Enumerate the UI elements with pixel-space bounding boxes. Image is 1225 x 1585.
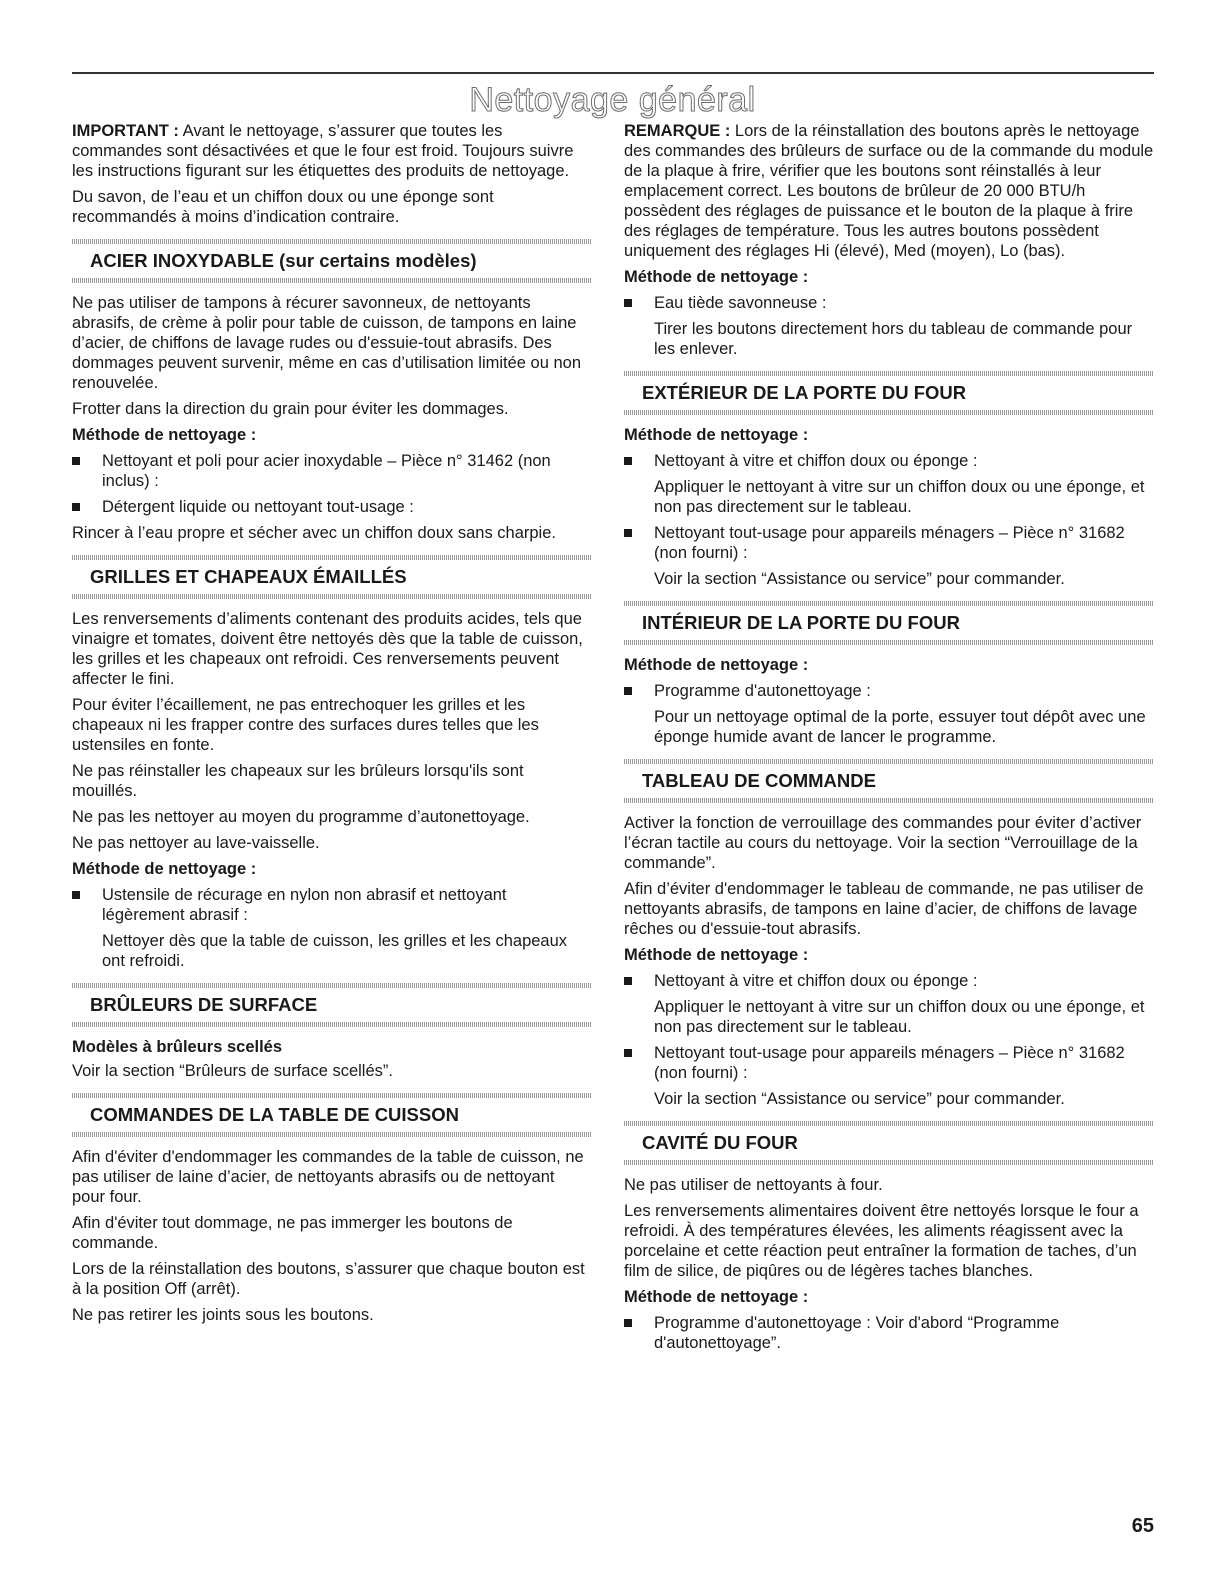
bullet-item [624, 1043, 1154, 1083]
bullet-text: Nettoyant à vitre et chiffon doux ou éponge : [654, 972, 978, 990]
bullet-item [624, 293, 1154, 313]
paragraph: Ne pas nettoyer au lave-vaisselle. [72, 834, 320, 852]
bullet-item [72, 885, 592, 925]
method-heading: Méthode de nettoyage : [624, 1288, 809, 1306]
important-text: Avant le nettoyage, s’assurer que toutes les commandes sont désactivées et que le four est froid. Toujours suivre les instructions figurant sur les étiquettes des produits de nettoyage. [72, 122, 574, 180]
section-rule [72, 1022, 592, 1027]
section-rule [72, 1093, 592, 1098]
bullet-square-icon [624, 457, 632, 465]
paragraph: Frotter dans la direction du grain pour éviter les dommages. [72, 400, 509, 418]
bullet-text: Programme d'autonettoyage : [654, 682, 871, 700]
paragraph: Afin d'éviter d'endommager les commandes de la table de cuisson, ne pas utiliser de laine d’acier, de nettoyants abrasifs ou de nettoyant pour four. [72, 1148, 584, 1206]
paragraph: Afin d’éviter d'endommager le tableau de commande, ne pas utiliser de nettoyants abrasifs, de tampons en laine d’acier, de chiffons de lavage rêches ou d'essuie-tout abrasifs. [624, 880, 1144, 938]
section-rule [72, 278, 592, 283]
bullet-text: Nettoyant tout-usage pour appareils ménagers – Pièce n° 31682 (non fourni) : [654, 524, 1125, 562]
bullet-text: Programme d'autonettoyage : Voir d'abord “Programme d'autonettoyage”. [654, 1314, 1060, 1352]
paragraph: Activer la fonction de verrouillage des commandes pour éviter d’activer l’écran tactile au cours du nettoyage. Voir la section “Verrouillage de la commande”. [624, 814, 1142, 872]
section-heading: BRÛLEURS DE SURFACE [90, 994, 318, 1015]
method-heading: Méthode de nettoyage : [624, 268, 809, 286]
bullet-square-icon [624, 1319, 632, 1327]
section-acier [72, 239, 592, 283]
important-note [72, 121, 592, 181]
section-rule [72, 555, 592, 560]
method-heading: Méthode de nettoyage : [624, 946, 809, 964]
bullet-text: Nettoyant à vitre et chiffon doux ou éponge : [654, 452, 978, 470]
method-heading: Méthode de nettoyage : [624, 426, 809, 444]
section-rule [72, 239, 592, 244]
section-heading: CAVITÉ DU FOUR [642, 1132, 798, 1153]
paragraph: Les renversements alimentaires doivent être nettoyés lorsque le four a refroidi. À des températures élevées, les aliments réagissent avec la porcelaine et cette réaction peut entraîner la formation de taches, d’un film de silice, de piqûres ou de légères taches blanches. [624, 1202, 1139, 1280]
bullet-item [72, 451, 592, 491]
paragraph: Ne pas utiliser de tampons à récurer savonneux, de nettoyants abrasifs, de crème à polir pour table de cuisson, de tampons en laine d’acier, de chiffons de lavage rudes ou d'essuie-tout abrasifs. Des dommages peuvent survenir, même en cas d’utilisation limitée ou non renouvelée. [72, 294, 582, 392]
bullet-detail: Pour un nettoyage optimal de la porte, essuyer tout dépôt avec une éponge humide avant de lancer le programme. [654, 708, 1146, 746]
bullet-text: Eau tiède savonneuse : [654, 294, 827, 312]
bullet-square-icon [624, 687, 632, 695]
remarque-label: REMARQUE : [624, 122, 731, 140]
paragraph: Ne pas réinstaller les chapeaux sur les brûleurs lorsqu'ils sont mouillés. [72, 762, 524, 800]
bullet-detail: Appliquer le nettoyant à vitre sur un chiffon doux ou une éponge, et non pas directement sur le tableau. [654, 998, 1145, 1036]
bullet-item [624, 1313, 1154, 1353]
paragraph: Afin d'éviter tout dommage, ne pas immerger les boutons de commande. [72, 1214, 513, 1252]
page-number: 65 [1131, 1515, 1154, 1537]
section-rule [624, 759, 1154, 764]
paragraph: Ne pas retirer les joints sous les boutons. [72, 1306, 374, 1324]
bullet-square-icon [72, 891, 80, 899]
section-rule [624, 371, 1154, 376]
section-rule [624, 410, 1154, 415]
bullet-square-icon [72, 457, 80, 465]
section-heading: INTÉRIEUR DE LA PORTE DU FOUR [642, 612, 960, 633]
bullet-item [624, 523, 1154, 563]
remarque-note [624, 121, 1154, 261]
section-heading: TABLEAU DE COMMANDE [642, 770, 876, 791]
bullet-text: Nettoyant et poli pour acier inoxydable – Pièce n° 31462 (non inclus) : [102, 452, 551, 490]
section-rule [72, 1132, 592, 1137]
bullet-item [624, 451, 1154, 471]
bullet-text: Détergent liquide ou nettoyant tout-usage : [102, 498, 414, 516]
bullet-square-icon [624, 529, 632, 537]
remarque-text: Lors de la réinstallation des boutons après le nettoyage des commandes des brûleurs de surface ou de la commande du module de la plaque à frire, vérifier que les boutons sont réinstallés à leur emplacement correct. Les boutons de brûleur de 20 000 BTU/h possèdent des réglages de puissance et le bouton de la plaque à frire des réglages de température. Tous les autres boutons possèdent uniquement des réglages Hi (élevé), Med (moyen), Lo (bas). [624, 122, 1154, 260]
bullet-text: Ustensile de récurage en nylon non abrasif et nettoyant légèrement abrasif : [102, 886, 507, 924]
paragraph: Voir la section “Brûleurs de surface scellés”. [72, 1062, 393, 1080]
section-rule [624, 1160, 1154, 1165]
section-rule [624, 601, 1154, 606]
top-rule [72, 72, 1154, 74]
section-rule [624, 798, 1154, 803]
section-rule [624, 1121, 1154, 1126]
bullet-detail: Voir la section “Assistance ou service” pour commander. [654, 570, 1065, 588]
section-heading: GRILLES ET CHAPEAUX ÉMAILLÉS [90, 566, 407, 587]
right-column [624, 121, 1154, 1359]
section-heading: COMMANDES DE LA TABLE DE CUISSON [90, 1104, 459, 1125]
bullet-square-icon [72, 503, 80, 511]
bullet-item [624, 971, 1154, 991]
bullet-detail: Tirer les boutons directement hors du tableau de commande pour les enlever. [654, 320, 1133, 358]
sub-heading: Modèles à brûleurs scellés [72, 1038, 283, 1056]
method-heading: Méthode de nettoyage : [72, 426, 257, 444]
page-title: Nettoyage général [469, 81, 756, 119]
paragraph: Ne pas les nettoyer au moyen du programme d’autonettoyage. [72, 808, 530, 826]
intro-paragraph: Du savon, de l’eau et un chiffon doux ou une éponge sont recommandés à moins d’indication contraire. [72, 188, 494, 226]
section-bruleurs [72, 983, 592, 1027]
section-rule [72, 983, 592, 988]
section-heading: EXTÉRIEUR DE LA PORTE DU FOUR [642, 382, 967, 403]
bullet-square-icon [624, 1049, 632, 1057]
section-interieur [624, 601, 1154, 645]
bullet-detail: Appliquer le nettoyant à vitre sur un chiffon doux ou une éponge, et non pas directement sur le tableau. [654, 478, 1145, 516]
section-rule [624, 640, 1154, 645]
section-grilles [72, 555, 592, 599]
section-commandes [72, 1093, 592, 1137]
method-heading: Méthode de nettoyage : [72, 860, 257, 878]
bullet-item [72, 497, 592, 517]
paragraph: Lors de la réinstallation des boutons, s’assurer que chaque bouton est à la position Off (arrêt). [72, 1260, 585, 1298]
section-exterieur [624, 371, 1154, 415]
bullet-item [624, 681, 1154, 701]
method-heading: Méthode de nettoyage : [624, 656, 809, 674]
section-tableau [624, 759, 1154, 803]
paragraph: Rincer à l’eau propre et sécher avec un chiffon doux sans charpie. [72, 524, 556, 542]
bullet-square-icon [624, 977, 632, 985]
paragraph: Pour éviter l’écaillement, ne pas entrechoquer les grilles et les chapeaux ni les frapper contre des surfaces dures telles que les ustensiles en fonte. [72, 696, 539, 754]
bullet-text: Nettoyant tout-usage pour appareils ménagers – Pièce n° 31682 (non fourni) : [654, 1044, 1125, 1082]
bullet-detail: Nettoyer dès que la table de cuisson, les grilles et les chapeaux ont refroidi. [102, 932, 568, 970]
important-label: IMPORTANT : [72, 122, 179, 140]
section-rule [72, 594, 592, 599]
section-heading: ACIER INOXYDABLE (sur certains modèles) [90, 250, 477, 271]
left-column [72, 121, 592, 1331]
bullet-square-icon [624, 299, 632, 307]
paragraph: Ne pas utiliser de nettoyants à four. [624, 1176, 883, 1194]
paragraph: Les renversements d’aliments contenant des produits acides, tels que vinaigre et tomates, doivent être nettoyés dès que la table de cuisson, les grilles et les chapeaux ont refroidi. Ces renversements peuvent affecter le fini. [72, 610, 583, 688]
section-cavite [624, 1121, 1154, 1165]
bullet-detail: Voir la section “Assistance ou service” pour commander. [654, 1090, 1065, 1108]
